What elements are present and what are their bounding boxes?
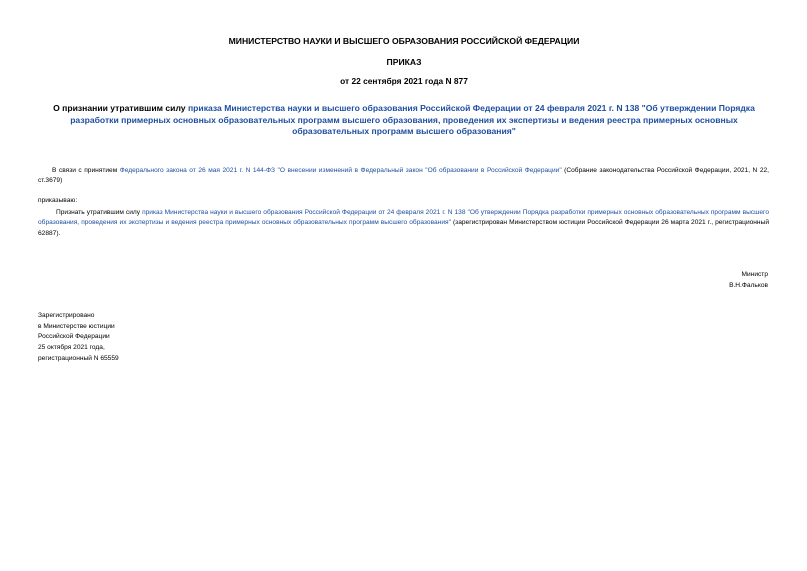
registration-line: 25 октября 2021 года, [38,344,105,352]
order-suffix: (зарегистрирован Министерством юстиции Российской Федерации 26 марта 2021 г., регистрационный 62887). [38,219,769,237]
document-type: ПРИКАЗ [386,57,422,67]
preamble-paragraph [38,166,769,187]
document-title [38,103,770,138]
signatory-position: Министр [741,271,768,278]
preamble-suffix: (Собрание законодательства Российской Федерации, 2021, N 22, ст.3679) [38,167,769,185]
registration-line: в Министерстве юстиции [38,322,115,330]
registration-line: Зарегистрировано [38,312,95,319]
repealed-order-link[interactable]: приказ Министерства науки и высшего образования Российской Федерации от 24 февраля 2021 г. N 138 "Об утверждении Порядка разработки примерных основных образовательных программ высшего образования, проведения их экспертизы и ведения реестра примерных основных образовательных программ высшего образования" [38,209,769,227]
document-date-number: от 22 сентября 2021 года N 877 [340,76,468,86]
order-word: приказываю: [38,197,78,204]
registration-line: Российской Федерации [38,333,110,341]
registration-block [38,311,119,365]
signatory-name: В.Н.Фальков [729,282,768,289]
order-paragraph [38,208,769,239]
registration-line: регистрационный N 65559 [38,354,119,362]
order-prefix: Признать утратившим силу [56,209,143,216]
preamble-prefix: В связи с принятием [52,167,120,174]
title-prefix: О признании утратившим силу [53,103,188,113]
federal-law-link[interactable]: Федерального закона от 26 мая 2021 г. N 144-ФЗ "О внесении изменений в Федеральный закон "Об образовании в Российской Федерации" [119,167,562,174]
title-referenced-order-link[interactable]: приказа Министерства науки и высшего образования Российской Федерации от 24 февраля 2021 г. N 138 "Об утверждении Порядка разработки примерных основных образовательных программ высшего образования, проведения их экспертизы и ведения реестра примерных основных образовательных программ высшего образования" [70,103,755,136]
ministry-name: МИНИСТЕРСТВО НАУКИ И ВЫСШЕГО ОБРАЗОВАНИЯ РОССИЙСКОЙ ФЕДЕРАЦИИ [228,36,580,46]
signature-block [729,269,768,291]
